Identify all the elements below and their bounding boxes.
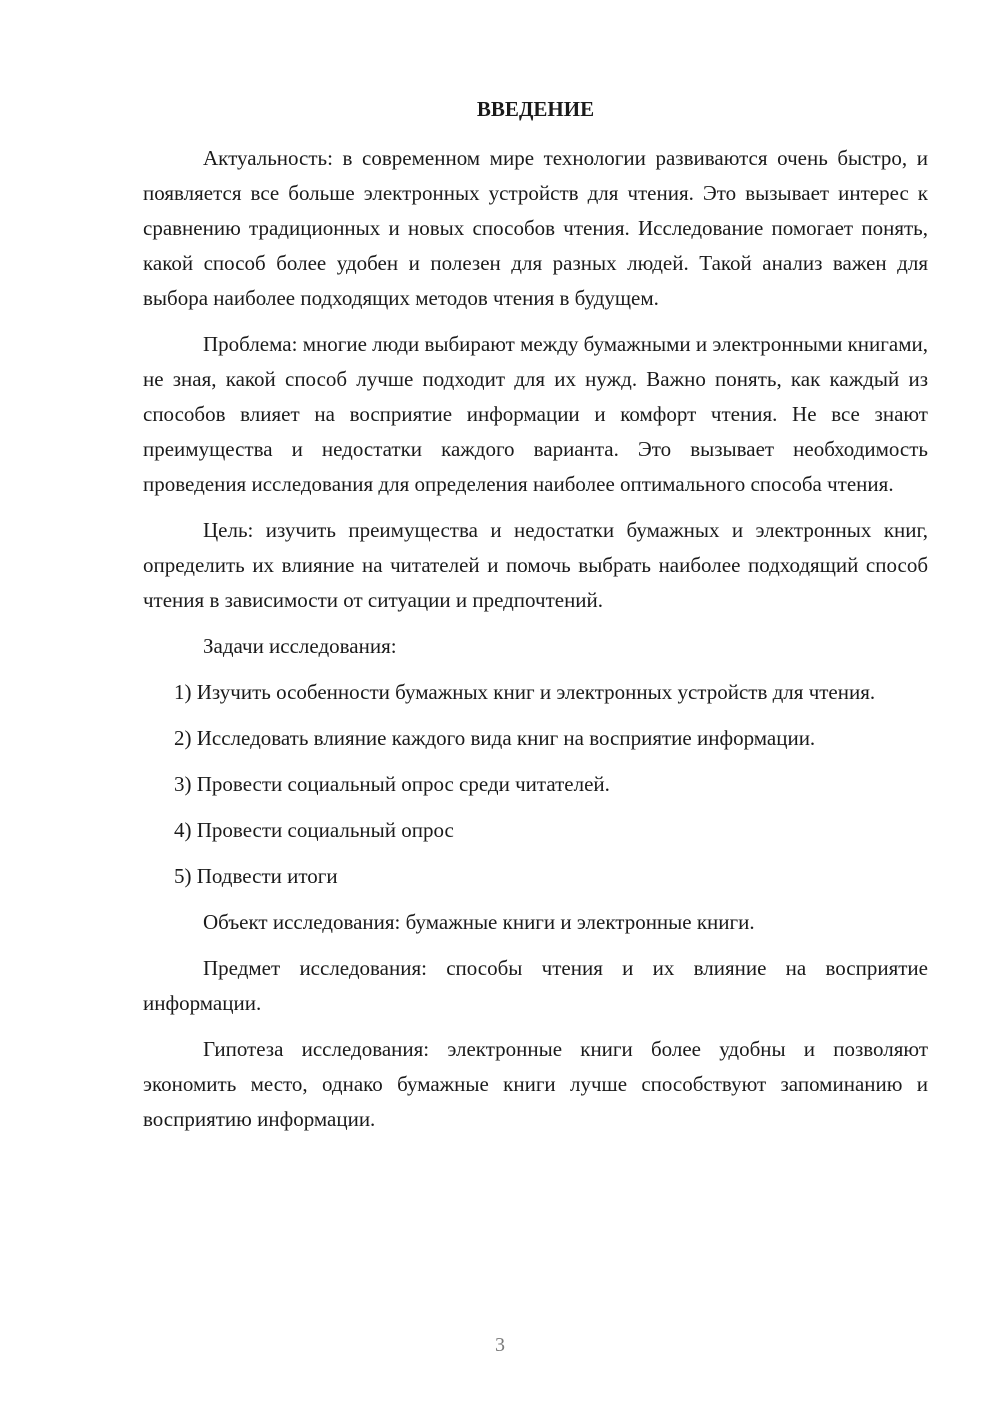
page-content [143, 92, 928, 1148]
paragraph-hypothesis: Гипотеза исследования: электронные книги более удобны и позволяют экономить место, однако бумажные книги лучше способствуют запоминанию и восприятию информации. [143, 1037, 928, 1131]
paragraph-problem: Проблема: многие люди выбирают между бумажными и электронными книгами, не зная, какой способ лучше подходит для их нужд. Важно понять, как каждый из способов влияет на восприятие информации и комфорт чтения. Не все знают преимущества и недостатки каждого варианта. Это вызывает необходимость проведения исследования для определения наиболее оптимального способа чтения. [143, 332, 928, 496]
paragraph-subject: Предмет исследования: способы чтения и их влияние на восприятие информации. [143, 956, 928, 1015]
task-item-5: 5) Подвести итоги [174, 864, 338, 888]
task-item-2: 2) Исследовать влияние каждого вида книг на восприятие информации. [174, 726, 816, 750]
paragraph-relevance: Актуальность: в современном мире технологии развиваются очень быстро, и появляется все больше электронных устройств для чтения. Это вызывает интерес к сравнению традиционных и новых способов чтения. Исследование помогает понять, какой способ более удобен и полезен для разных людей. Такой анализ важен для выбора наиболее подходящих методов чтения в будущем. [143, 146, 928, 310]
task-item-4: 4) Провести социальный опрос [174, 818, 454, 842]
paragraph-goal: Цель: изучить преимущества и недостатки бумажных и электронных книг, определить их влияние на читателей и помочь выбрать наиболее подходящий способ чтения в зависимости от ситуации и предпочтений. [143, 518, 928, 612]
tasks-heading: Задачи исследования: [203, 634, 397, 658]
task-item-3: 3) Провести социальный опрос среди читателей. [174, 772, 610, 796]
paragraph-object: Объект исследования: бумажные книги и электронные книги. [203, 910, 755, 934]
page-number: 3 [495, 1334, 505, 1356]
task-item-1: 1) Изучить особенности бумажных книг и электронных устройств для чтения. [174, 680, 876, 704]
page-title: ВВЕДЕНИЕ [476, 97, 595, 121]
